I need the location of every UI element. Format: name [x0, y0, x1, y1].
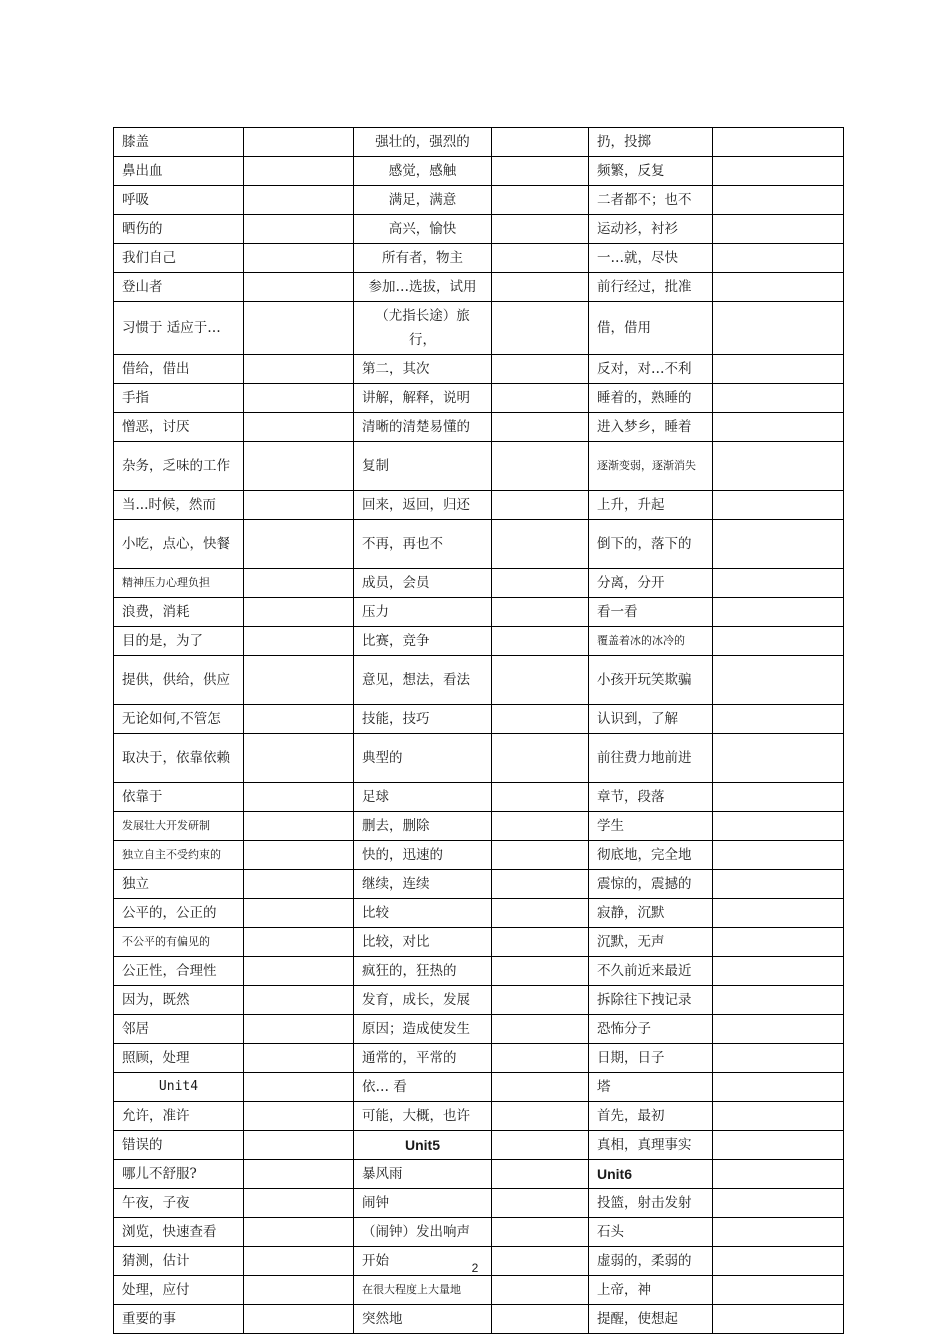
word-en-cell: [244, 1131, 354, 1160]
word-en-cell: [492, 1305, 589, 1334]
word-cn-cell: 章节，段落: [589, 783, 713, 812]
word-en-cell: [713, 899, 844, 928]
word-cn-cell: 依… 看: [354, 1073, 492, 1102]
word-en-cell: [492, 928, 589, 957]
table-row: [114, 870, 844, 899]
word-cn-cell: 强壮的，强烈的: [354, 128, 492, 157]
word-cn-cell: 沉默，无声: [589, 928, 713, 957]
word-cn-cell: 典型的: [354, 734, 492, 783]
word-en-cell: [492, 1015, 589, 1044]
word-en-cell: [713, 986, 844, 1015]
word-en-cell: [244, 273, 354, 302]
table-row: [114, 928, 844, 957]
word-en-cell: [713, 734, 844, 783]
word-cn-cell: 一…就，尽快: [589, 244, 713, 273]
table-row: [114, 841, 844, 870]
word-cn-cell: 扔，投掷: [589, 128, 713, 157]
word-cn-cell: 逐渐变弱，逐渐消失: [589, 442, 713, 491]
word-cn-cell: 成员，会员: [354, 569, 492, 598]
word-cn-cell: 进入梦乡，睡着: [589, 413, 713, 442]
table-row: [114, 215, 844, 244]
word-cn-cell: 二者都不；也不: [589, 186, 713, 215]
word-cn-cell: 在很大程度上大量地: [354, 1276, 492, 1305]
word-en-cell: [244, 598, 354, 627]
word-en-cell: [713, 1073, 844, 1102]
word-en-cell: [713, 1044, 844, 1073]
table-row: [114, 1015, 844, 1044]
word-cn-cell: 发育，成长，发展: [354, 986, 492, 1015]
word-en-cell: [492, 413, 589, 442]
word-en-cell: [492, 215, 589, 244]
word-en-cell: [244, 1218, 354, 1247]
word-cn-cell: 彻底地，完全地: [589, 841, 713, 870]
word-en-cell: [713, 1276, 844, 1305]
word-en-cell: [244, 1305, 354, 1334]
word-en-cell: [492, 598, 589, 627]
word-en-cell: [244, 1015, 354, 1044]
word-en-cell: [492, 244, 589, 273]
table-row: [114, 899, 844, 928]
word-en-cell: [713, 1102, 844, 1131]
word-en-cell: [713, 928, 844, 957]
word-en-cell: [713, 215, 844, 244]
word-cn-cell: 塔: [589, 1073, 713, 1102]
word-en-cell: [492, 1044, 589, 1073]
table-row: [114, 598, 844, 627]
word-en-cell: [492, 812, 589, 841]
word-cn-cell: 发展壮大开发研制: [114, 812, 244, 841]
word-cn-cell: 参加…选拔，试用: [354, 273, 492, 302]
word-cn-cell: 前行经过，批准: [589, 273, 713, 302]
word-en-cell: [492, 1102, 589, 1131]
word-cn-cell: 重要的事: [114, 1305, 244, 1334]
word-cn-cell: 开始: [354, 1247, 492, 1276]
table-row: [114, 1218, 844, 1247]
word-cn-cell: 石头: [589, 1218, 713, 1247]
table-row: [114, 413, 844, 442]
word-en-cell: [713, 627, 844, 656]
word-en-cell: [492, 186, 589, 215]
word-en-cell: [713, 812, 844, 841]
unit-heading: Unit6: [589, 1160, 713, 1189]
word-cn-cell: 睡着的，熟睡的: [589, 384, 713, 413]
word-en-cell: [492, 627, 589, 656]
word-en-cell: [492, 734, 589, 783]
word-cn-cell: 午夜，子夜: [114, 1189, 244, 1218]
word-en-cell: [244, 413, 354, 442]
word-en-cell: [244, 1102, 354, 1131]
word-cn-cell: 猜测，估计: [114, 1247, 244, 1276]
table-row: [114, 273, 844, 302]
word-en-cell: [713, 442, 844, 491]
page-number: 2: [471, 1261, 479, 1275]
word-en-cell: [244, 783, 354, 812]
word-en-cell: [713, 1189, 844, 1218]
word-cn-cell: 提供，供给，供应: [114, 656, 244, 705]
word-cn-cell: 浪费，消耗: [114, 598, 244, 627]
word-cn-cell: 独立自主不受约束的: [114, 841, 244, 870]
word-cn-cell: 邻居: [114, 1015, 244, 1044]
word-en-cell: [244, 705, 354, 734]
word-en-cell: [492, 128, 589, 157]
word-en-cell: [244, 569, 354, 598]
word-cn-cell: 晒伤的: [114, 215, 244, 244]
word-cn-cell: 目的是，为了: [114, 627, 244, 656]
word-cn-cell: 错误的: [114, 1131, 244, 1160]
table-row: [114, 783, 844, 812]
word-cn-cell: 比较: [354, 899, 492, 928]
table-row: [114, 1305, 844, 1334]
word-cn-cell: 登山者: [114, 273, 244, 302]
table-row: [114, 1073, 844, 1102]
word-cn-cell: 精神压力心理负担: [114, 569, 244, 598]
word-en-cell: [713, 244, 844, 273]
word-en-cell: [713, 1131, 844, 1160]
word-cn-cell: 高兴，愉快: [354, 215, 492, 244]
word-en-cell: [244, 899, 354, 928]
word-en-cell: [492, 355, 589, 384]
word-en-cell: [492, 957, 589, 986]
word-cn-cell: 闹钟: [354, 1189, 492, 1218]
word-en-cell: [492, 705, 589, 734]
table-row: [114, 986, 844, 1015]
word-cn-cell: 清晰的清楚易懂的: [354, 413, 492, 442]
word-cn-cell: 暴风雨: [354, 1160, 492, 1189]
word-en-cell: [492, 1131, 589, 1160]
word-en-cell: [713, 783, 844, 812]
word-cn-cell: 当...时候，然而: [114, 491, 244, 520]
word-cn-cell: 呼吸: [114, 186, 244, 215]
word-en-cell: [713, 598, 844, 627]
word-en-cell: [244, 1276, 354, 1305]
word-cn-cell: 憎恶，讨厌: [114, 413, 244, 442]
table-row: [114, 491, 844, 520]
word-en-cell: [713, 656, 844, 705]
word-cn-cell: 倒下的，落下的: [589, 520, 713, 569]
word-en-cell: [244, 442, 354, 491]
word-cn-cell: 认识到，了解: [589, 705, 713, 734]
word-en-cell: [713, 1015, 844, 1044]
word-en-cell: [713, 1305, 844, 1334]
word-cn-cell: 震惊的，震撼的: [589, 870, 713, 899]
word-cn-cell: 突然地: [354, 1305, 492, 1334]
word-en-cell: [713, 413, 844, 442]
word-cn-cell: 技能，技巧: [354, 705, 492, 734]
word-en-cell: [492, 1189, 589, 1218]
word-cn-cell: 照顾，处理: [114, 1044, 244, 1073]
word-cn-cell: 运动衫，衬衫: [589, 215, 713, 244]
table-row: [114, 569, 844, 598]
word-cn-cell: 学生: [589, 812, 713, 841]
word-cn-cell: 比较，对比: [354, 928, 492, 957]
word-en-cell: [244, 957, 354, 986]
word-cn-cell: 满足，满意: [354, 186, 492, 215]
word-cn-cell: 继续，连续: [354, 870, 492, 899]
word-cn-cell: 恐怖分子: [589, 1015, 713, 1044]
word-en-cell: [492, 841, 589, 870]
word-cn-cell: 第二，其次: [354, 355, 492, 384]
word-en-cell: [492, 870, 589, 899]
table-row: [114, 1160, 844, 1189]
word-cn-cell: 小吃，点心，快餐: [114, 520, 244, 569]
word-cn-cell: 前往费力地前进: [589, 734, 713, 783]
unit-heading: Unit5: [354, 1131, 492, 1160]
word-en-cell: [244, 1189, 354, 1218]
word-en-cell: [713, 957, 844, 986]
word-en-cell: [492, 302, 589, 355]
word-cn-cell: 膝盖: [114, 128, 244, 157]
word-en-cell: [492, 520, 589, 569]
word-en-cell: [713, 705, 844, 734]
word-cn-cell: 回来，返回，归还: [354, 491, 492, 520]
word-cn-cell: 习惯于 适应于…: [114, 302, 244, 355]
word-en-cell: [713, 302, 844, 355]
word-cn-cell: 手指: [114, 384, 244, 413]
word-cn-cell: 反对，对…不利: [589, 355, 713, 384]
word-en-cell: [244, 186, 354, 215]
table-row: [114, 186, 844, 215]
word-en-cell: [244, 656, 354, 705]
word-cn-cell: 哪儿不舒服?: [114, 1160, 244, 1189]
table-row: [114, 1044, 844, 1073]
word-en-cell: [244, 520, 354, 569]
word-cn-cell: 删去，删除: [354, 812, 492, 841]
table-row: [114, 442, 844, 491]
word-en-cell: [492, 783, 589, 812]
word-cn-cell: 所有者，物主: [354, 244, 492, 273]
table-row: [114, 1131, 844, 1160]
table-row: [114, 520, 844, 569]
word-en-cell: [244, 157, 354, 186]
vocabulary-table-body: [114, 128, 844, 1334]
word-cn-cell: 上升，升起: [589, 491, 713, 520]
word-en-cell: [492, 442, 589, 491]
word-cn-cell: 浏览，快速查看: [114, 1218, 244, 1247]
word-en-cell: [713, 491, 844, 520]
word-cn-cell: 投篮，射击发射: [589, 1189, 713, 1218]
unit-heading: Unit4: [114, 1073, 244, 1102]
word-en-cell: [244, 1044, 354, 1073]
word-cn-cell: 杂务，乏味的工作: [114, 442, 244, 491]
word-en-cell: [492, 1218, 589, 1247]
word-en-cell: [244, 355, 354, 384]
word-en-cell: [492, 1160, 589, 1189]
word-en-cell: [713, 569, 844, 598]
word-cn-cell: 快的，迅速的: [354, 841, 492, 870]
word-cn-cell: 依靠于: [114, 783, 244, 812]
word-cn-cell: 独立: [114, 870, 244, 899]
word-cn-cell: 不再，再也不: [354, 520, 492, 569]
word-cn-cell: （尤指长途）旅行，: [354, 302, 492, 355]
word-en-cell: [713, 384, 844, 413]
word-en-cell: [244, 841, 354, 870]
word-en-cell: [713, 186, 844, 215]
word-en-cell: [244, 734, 354, 783]
word-en-cell: [244, 215, 354, 244]
word-en-cell: [713, 355, 844, 384]
vocabulary-table: [113, 127, 844, 1334]
word-cn-cell: 鼻出血: [114, 157, 244, 186]
table-row: [114, 705, 844, 734]
word-cn-cell: 通常的，平常的: [354, 1044, 492, 1073]
word-cn-cell: 拆除往下拽记录: [589, 986, 713, 1015]
word-cn-cell: 借，借用: [589, 302, 713, 355]
word-en-cell: [713, 273, 844, 302]
word-cn-cell: 公平的，公正的: [114, 899, 244, 928]
table-row: [114, 244, 844, 273]
table-row: [114, 656, 844, 705]
word-en-cell: [713, 1218, 844, 1247]
word-cn-cell: 日期，日子: [589, 1044, 713, 1073]
word-cn-cell: 覆盖着冰的冰冷的: [589, 627, 713, 656]
word-cn-cell: 看一看: [589, 598, 713, 627]
table-row: [114, 812, 844, 841]
word-cn-cell: 压力: [354, 598, 492, 627]
word-en-cell: [244, 1073, 354, 1102]
word-cn-cell: （闹钟）发出响声: [354, 1218, 492, 1247]
word-cn-cell: 提醒，使想起: [589, 1305, 713, 1334]
table-row: [114, 384, 844, 413]
word-cn-cell: 因为，既然: [114, 986, 244, 1015]
word-en-cell: [244, 128, 354, 157]
word-cn-cell: 取决于，依靠依赖: [114, 734, 244, 783]
word-cn-cell: 足球: [354, 783, 492, 812]
word-en-cell: [244, 1160, 354, 1189]
word-en-cell: [492, 1073, 589, 1102]
word-en-cell: [492, 273, 589, 302]
word-en-cell: [244, 302, 354, 355]
word-en-cell: [492, 157, 589, 186]
word-cn-cell: 无论如何,不管怎: [114, 705, 244, 734]
table-row: [114, 128, 844, 157]
word-cn-cell: 真相，真理事实: [589, 1131, 713, 1160]
word-en-cell: [713, 870, 844, 899]
word-cn-cell: 小孩开玩笑欺骗: [589, 656, 713, 705]
word-en-cell: [492, 491, 589, 520]
word-en-cell: [244, 244, 354, 273]
word-cn-cell: 意见，想法，看法: [354, 656, 492, 705]
table-row: [114, 957, 844, 986]
word-en-cell: [244, 812, 354, 841]
table-row: [114, 734, 844, 783]
table-row: [114, 1189, 844, 1218]
word-cn-cell: 比赛，竞争: [354, 627, 492, 656]
word-cn-cell: 可能，大概，也许: [354, 1102, 492, 1131]
word-cn-cell: 首先，最初: [589, 1102, 713, 1131]
word-cn-cell: 借给，借出: [114, 355, 244, 384]
word-en-cell: [713, 841, 844, 870]
word-en-cell: [244, 384, 354, 413]
table-row: [114, 157, 844, 186]
table-row: [114, 302, 844, 355]
word-en-cell: [713, 1160, 844, 1189]
word-en-cell: [713, 520, 844, 569]
word-cn-cell: 虚弱的，柔弱的: [589, 1247, 713, 1276]
word-cn-cell: 允许，准许: [114, 1102, 244, 1131]
word-en-cell: [713, 128, 844, 157]
word-cn-cell: 讲解，解释，说明: [354, 384, 492, 413]
word-cn-cell: 原因；造成使发生: [354, 1015, 492, 1044]
word-cn-cell: 频繁，反复: [589, 157, 713, 186]
word-en-cell: [492, 569, 589, 598]
word-cn-cell: 处理，应付: [114, 1276, 244, 1305]
word-en-cell: [244, 627, 354, 656]
word-en-cell: [492, 1276, 589, 1305]
table-row: [114, 1276, 844, 1305]
table-row: [114, 355, 844, 384]
word-cn-cell: 复制: [354, 442, 492, 491]
word-en-cell: [492, 986, 589, 1015]
word-en-cell: [244, 928, 354, 957]
word-cn-cell: 感觉，感触: [354, 157, 492, 186]
word-cn-cell: 疯狂的，狂热的: [354, 957, 492, 986]
word-en-cell: [713, 157, 844, 186]
word-cn-cell: 上帝，神: [589, 1276, 713, 1305]
word-en-cell: [492, 656, 589, 705]
word-cn-cell: 我们自己: [114, 244, 244, 273]
word-cn-cell: 不久前近来最近: [589, 957, 713, 986]
word-cn-cell: 公正性，合理性: [114, 957, 244, 986]
word-en-cell: [244, 870, 354, 899]
word-cn-cell: 寂静，沉默: [589, 899, 713, 928]
word-en-cell: [492, 899, 589, 928]
word-en-cell: [492, 384, 589, 413]
word-en-cell: [244, 986, 354, 1015]
word-cn-cell: 不公平的有偏见的: [114, 928, 244, 957]
table-row: [114, 1102, 844, 1131]
word-cn-cell: 分离，分开: [589, 569, 713, 598]
word-en-cell: [244, 491, 354, 520]
table-row: [114, 627, 844, 656]
